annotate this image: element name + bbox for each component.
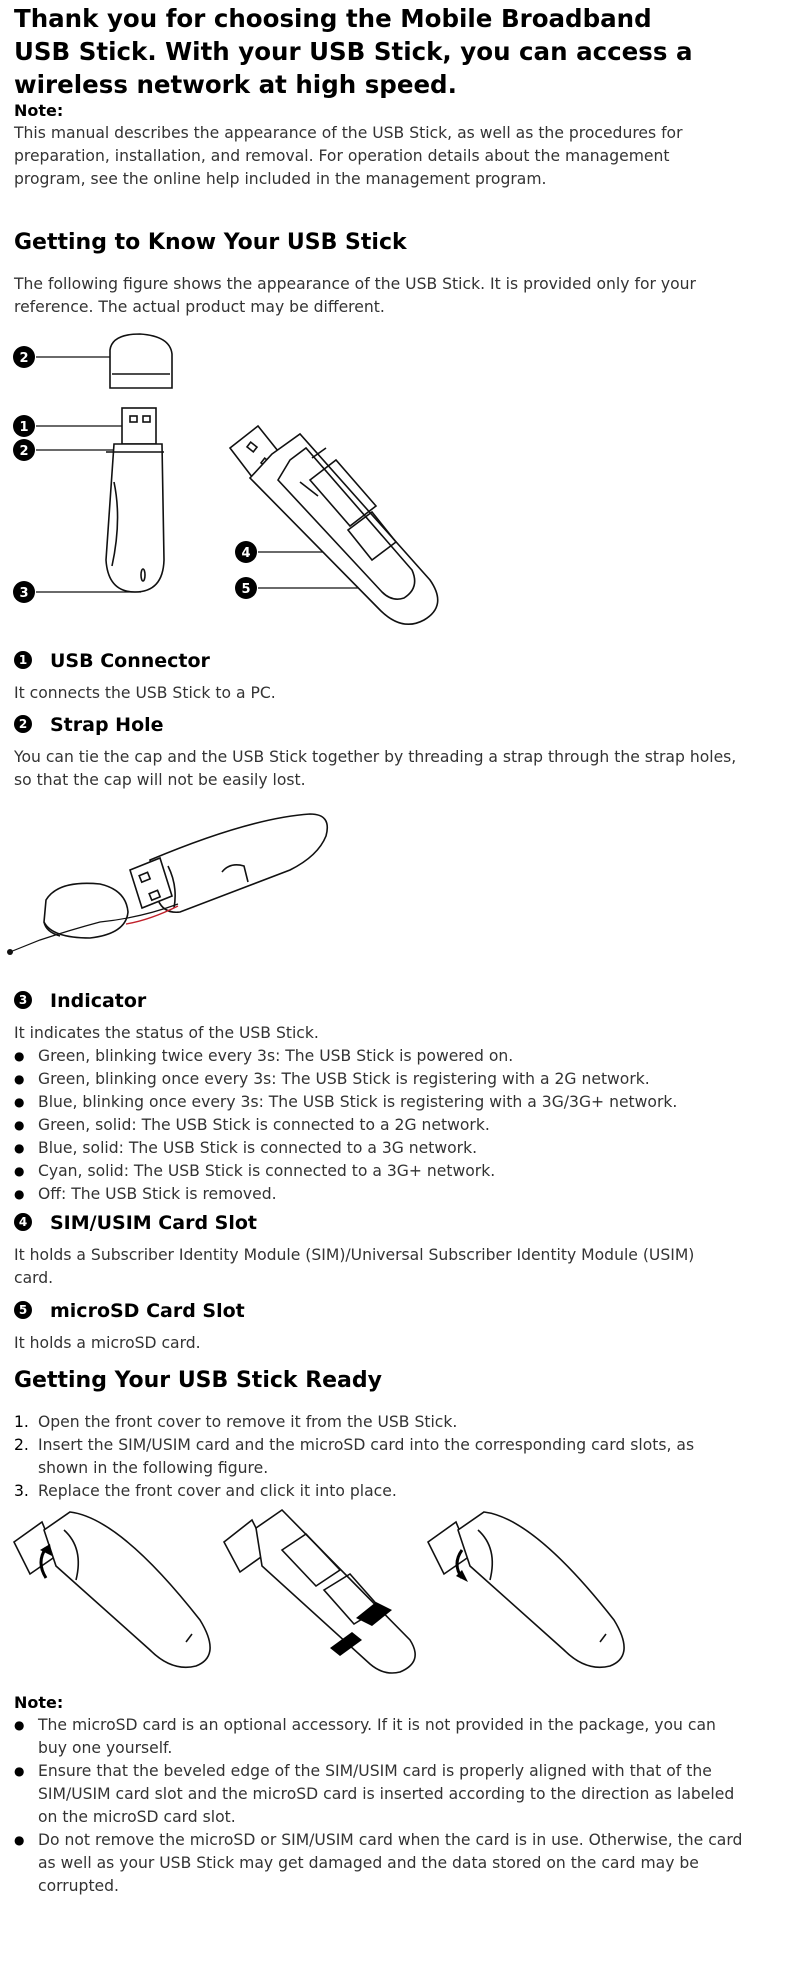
part-text-microsd: It holds a microSD card. [14, 1334, 201, 1352]
marker-5: 5 [14, 1301, 32, 1319]
part-heading-indicator [14, 990, 146, 1012]
part-text-indicator: It indicates the status of the USB Stick. [14, 1024, 319, 1042]
usb-stick-appearance-figure [0, 330, 460, 630]
marker-4: 4 [14, 1213, 32, 1231]
callout-marker-5 [235, 577, 257, 599]
part-text-connector: It connects the USB Stick to a PC. [14, 684, 276, 702]
part-heading-sim [14, 1212, 257, 1234]
list-item: ● Blue, solid: The USB Stick is connected to a 3G network. [14, 1137, 774, 1160]
part-title-sim: SIM/USIM Card Slot [50, 1212, 257, 1234]
step-item: 2. Insert the SIM/USIM card and the microSD card into the corresponding card slots, as shown in the following figure. [14, 1436, 695, 1477]
svg-text:2: 2 [19, 351, 29, 366]
svg-text:2: 2 [19, 444, 29, 459]
list-item: ● Green, solid: The USB Stick is connected to a 2G network. [14, 1114, 774, 1137]
list-item: ● Cyan, solid: The USB Stick is connected to a 3G+ network. [14, 1160, 774, 1183]
callout-marker-1 [13, 415, 35, 437]
svg-text:3: 3 [19, 586, 29, 601]
note2-list [14, 1714, 744, 1898]
callout-marker-2b [13, 439, 35, 461]
know-intro-text: The following figure shows the appearance of the USB Stick. It is provided only for your reference. The actual product may be different. [14, 275, 696, 316]
section-heading-know: Getting to Know Your USB Stick [14, 230, 407, 255]
list-item: ● Green, blinking twice every 3s: The USB Stick is powered on. [14, 1045, 774, 1068]
intro-note-text: This manual describes the appearance of the USB Stick, as well as the procedures for preparation, installation, and removal. For operation details about the management program, see the online help included in the management program. [14, 124, 683, 188]
part-text-sim: It holds a Subscriber Identity Module (SIM)/Universal Subscriber Identity Module (USIM) card. [14, 1246, 695, 1287]
list-item: ● The microSD card is an optional accessory. If it is not provided in the package, you can buy one yourself. [14, 1714, 744, 1760]
part-heading-microsd [14, 1300, 245, 1322]
list-item: ● Ensure that the beveled edge of the SIM/USIM card is properly aligned with that of the SIM/USIM card slot and the microSD card is inserted according to the direction as labeled on the microSD card slot. [14, 1760, 744, 1829]
callout-marker-3 [13, 581, 35, 603]
step-item: 3. Replace the front cover and click it into place. [14, 1482, 397, 1500]
svg-text:1: 1 [19, 420, 29, 435]
list-item: ● Do not remove the microSD or SIM/USIM card when the card is in use. Otherwise, the card as well as your USB Stick may get damaged and the data stored on the card may be corrupted. [14, 1829, 744, 1898]
part-title-microsd: microSD Card Slot [50, 1300, 245, 1322]
ready-steps-list [14, 1411, 734, 1503]
svg-text:5: 5 [241, 582, 251, 597]
part-text-strap: You can tie the cap and the USB Stick together by threading a strap through the strap holes, so that the cap will not be easily lost. [14, 748, 737, 789]
list-item: ● Off: The USB Stick is removed. [14, 1183, 774, 1206]
install-steps-figure [0, 1500, 660, 1680]
intro-title: Thank you for choosing the Mobile Broadband USB Stick. With your USB Stick, you can access a wireless network at high speed. [14, 4, 693, 99]
section-heading-ready: Getting Your USB Stick Ready [14, 1368, 382, 1393]
indicator-status-list [14, 1045, 774, 1206]
list-item: ● Green, blinking once every 3s: The USB Stick is registering with a 2G network. [14, 1068, 774, 1091]
marker-3: 3 [14, 991, 32, 1009]
part-title-indicator: Indicator [50, 990, 147, 1012]
note2-label: Note: [14, 1693, 64, 1712]
intro-note-label: Note: [14, 101, 64, 120]
callout-marker-2a [13, 346, 35, 368]
part-heading-connector [14, 650, 210, 672]
callout-marker-4 [235, 541, 257, 563]
step-item: 1. Open the front cover to remove it from the USB Stick. [14, 1413, 458, 1431]
part-title-connector: USB Connector [50, 650, 210, 672]
part-title-strap: Strap Hole [50, 714, 164, 736]
svg-text:4: 4 [241, 546, 251, 561]
list-item: ● Blue, blinking once every 3s: The USB Stick is registering with a 3G/3G+ network. [14, 1091, 774, 1114]
marker-1: 1 [14, 651, 32, 669]
marker-2: 2 [14, 715, 32, 733]
part-heading-strap [14, 714, 164, 736]
strap-figure [0, 800, 340, 970]
